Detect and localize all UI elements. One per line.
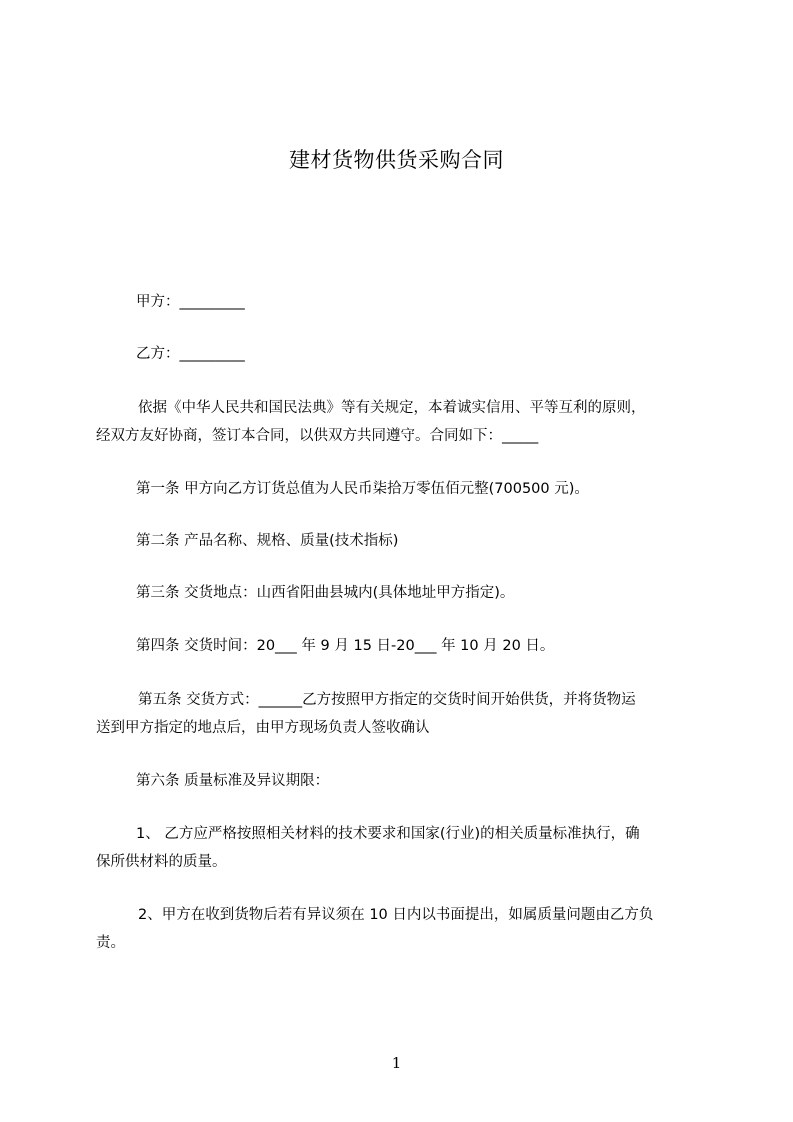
article-5-text-1: 第五条 交货方式：______乙方按照甲方指定的交货时间开始供货，并将货物运 xyxy=(138,692,636,708)
preamble-line-2 xyxy=(96,422,708,450)
article-4-line xyxy=(96,632,708,660)
preamble-text-1: 依据《中华人民共和国民法典》等有关规定，本着诚实信用、平等互利的原则， xyxy=(138,400,646,416)
party-a-line xyxy=(96,288,708,316)
preamble-line-1 xyxy=(96,394,708,422)
clause-1-line-2 xyxy=(96,848,708,876)
article-1-text: 第一条 甲方向乙方订货总值为人民币柒拾万零伍佰元整(700500 元)。 xyxy=(136,481,589,497)
article-6-line xyxy=(96,767,708,795)
article-3-text: 第三条 交货地点：山西省阳曲县城内(具体地址甲方指定)。 xyxy=(136,585,515,601)
clause-1-text-1: 1、 乙方应严格按照相关材料的技术要求和国家(行业)的相关质量标准执行，确 xyxy=(136,826,640,842)
clause-2-text-1: 2、甲方在收到货物后若有异议须在 10 日内以书面提出，如属质量问题由乙方负 xyxy=(138,907,654,923)
article-1-line xyxy=(96,475,708,503)
article-5-line-1 xyxy=(96,686,708,714)
preamble-text-2: 经双方友好协商，签订本合同，以供双方共同遵守。合同如下：_____ xyxy=(96,428,539,444)
party-b-text: 乙方：_________ xyxy=(136,346,245,362)
party-b-line xyxy=(96,340,708,368)
article-5-text-2: 送到甲方指定的地点后，由甲方现场负责人签收确认 xyxy=(96,720,430,736)
clause-1-text-2: 保所供材料的质量。 xyxy=(96,854,227,870)
clause-2-line-2 xyxy=(96,929,708,957)
article-3-line xyxy=(96,579,708,607)
page-number: 1 xyxy=(391,1054,402,1072)
clause-2-line-1 xyxy=(96,901,708,929)
document-title: 建材货物供货采购合同 xyxy=(289,148,504,172)
party-a-text: 甲方：_________ xyxy=(136,294,245,310)
article-2-line xyxy=(96,527,708,555)
article-6-text: 第六条 质量标准及异议期限： xyxy=(136,773,330,789)
article-5-line-2 xyxy=(96,714,708,742)
article-2-text: 第二条 产品名称、规格、质量(技术指标) xyxy=(136,533,399,549)
clause-2-text-2: 责。 xyxy=(96,935,125,951)
clause-1-line-1 xyxy=(96,820,708,848)
article-4-text: 第四条 交货时间：20___ 年 9 月 15 日-20___ 年 10 月 20 日。 xyxy=(136,638,555,654)
